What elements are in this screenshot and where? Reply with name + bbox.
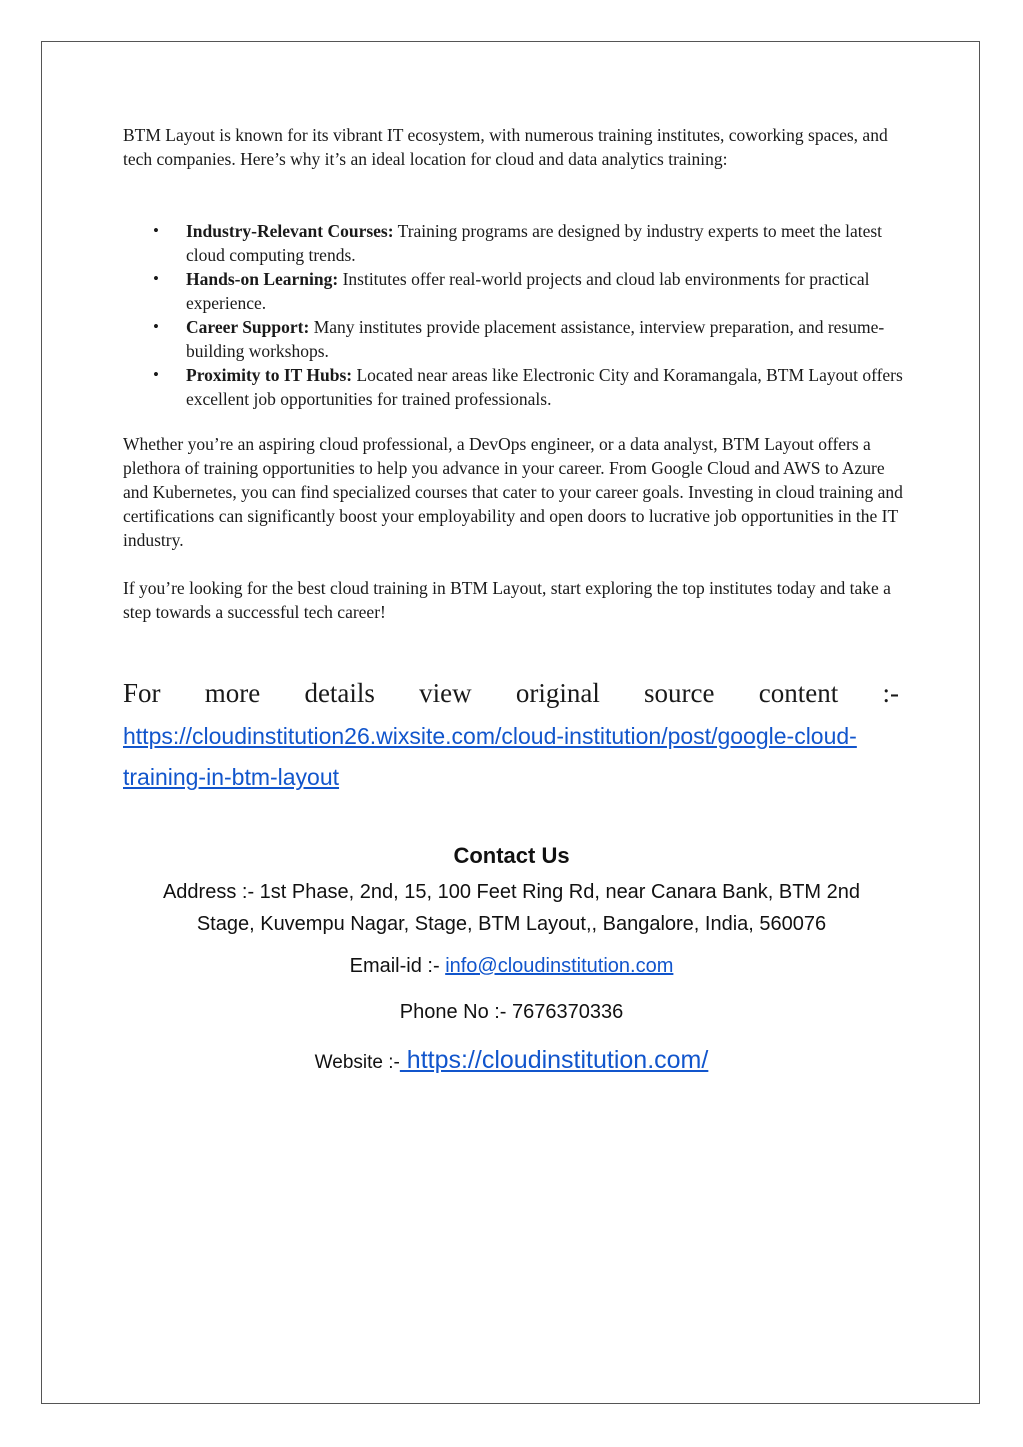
more-details-heading: [123, 675, 899, 711]
source-content-link[interactable]: https://cloudinstitution26.wixsite.com/cloud-institution/post/google-cloud-training-in-btm-layout: [123, 723, 857, 790]
more-details-word: more: [204, 678, 261, 708]
bullet-text: Located near areas like Electronic City and Koramangala, BTM Layout offers excellent job opportunities for trained professionals.: [186, 365, 903, 409]
phone-label: Phone No :-: [399, 1001, 513, 1023]
more-details-word: :-: [882, 678, 899, 708]
bullet-icon: •: [153, 365, 159, 384]
contact-phone: [0, 1001, 1023, 1024]
intro-paragraph: BTM Layout is known for its vibrant IT ecosystem, with numerous training institutes, coworking spaces, and tech companies. Here’s why it’s an ideal location for cloud and data analytics training:: [123, 125, 888, 169]
email-link[interactable]: info@cloudinstitution.com: [445, 955, 674, 977]
address-line: Stage, Kuvempu Nagar, Stage, BTM Layout,, Bangalore, India, 560076: [196, 913, 827, 935]
website-label: Website :-: [314, 1052, 400, 1073]
bullet-text: Training programs are designed by industry experts to meet the latest cloud computing trends.: [186, 221, 883, 265]
bullet-title: Hands-on Learning:: [186, 269, 339, 289]
list-item: [123, 267, 903, 315]
more-details-word: view: [419, 678, 472, 708]
address-line: Address :- 1st Phase, 2nd, 15, 100 Feet Ring Rd, near Canara Bank, BTM 2nd: [162, 881, 861, 903]
contact-website: [0, 1046, 1023, 1075]
more-details-word: For: [123, 678, 161, 708]
career-paragraph: Whether you’re an aspiring cloud professional, a DevOps engineer, or a data analyst, BTM Layout offers a plethora of training opportunities to help you advance in your career. From Google Cloud and AWS to Azure and Kubernetes, you can find specialized courses that cater to your career goals. Investing in cloud training and certifications can significantly boost your employability and open doors to lucrative job opportunities in the IT industry.: [123, 434, 903, 550]
contact-email: [0, 955, 1023, 978]
phone-number: 7676370336: [512, 1001, 624, 1023]
bullet-text: Institutes offer real-world projects and cloud lab environments for practical experience.: [186, 269, 870, 313]
more-details-word: details: [304, 678, 375, 708]
bullet-text: Many institutes provide placement assistance, interview preparation, and resume-building workshops.: [186, 317, 885, 361]
list-item: [123, 315, 903, 363]
more-details-word: source: [644, 678, 715, 708]
more-details-word: original: [515, 678, 600, 708]
contact-address: [0, 876, 1023, 940]
bullet-title: Career Support:: [186, 317, 310, 337]
website-link[interactable]: https://cloudinstitution.com/: [399, 1046, 709, 1074]
list-item: [123, 363, 903, 411]
more-details-word: content: [758, 678, 839, 708]
bullet-icon: •: [153, 221, 159, 240]
closing-paragraph: If you’re looking for the best cloud training in BTM Layout, start exploring the top institutes today and take a step towards a successful tech career!: [123, 578, 891, 622]
benefits-list: [123, 219, 903, 411]
bullet-title: Industry-Relevant Courses:: [186, 221, 394, 241]
contact-title: Contact Us: [453, 843, 570, 868]
list-item: [123, 219, 903, 267]
bullet-icon: •: [153, 317, 159, 336]
bullet-icon: •: [153, 269, 159, 288]
email-label: Email-id :-: [349, 955, 446, 977]
bullet-title: Proximity to IT Hubs:: [186, 365, 353, 385]
